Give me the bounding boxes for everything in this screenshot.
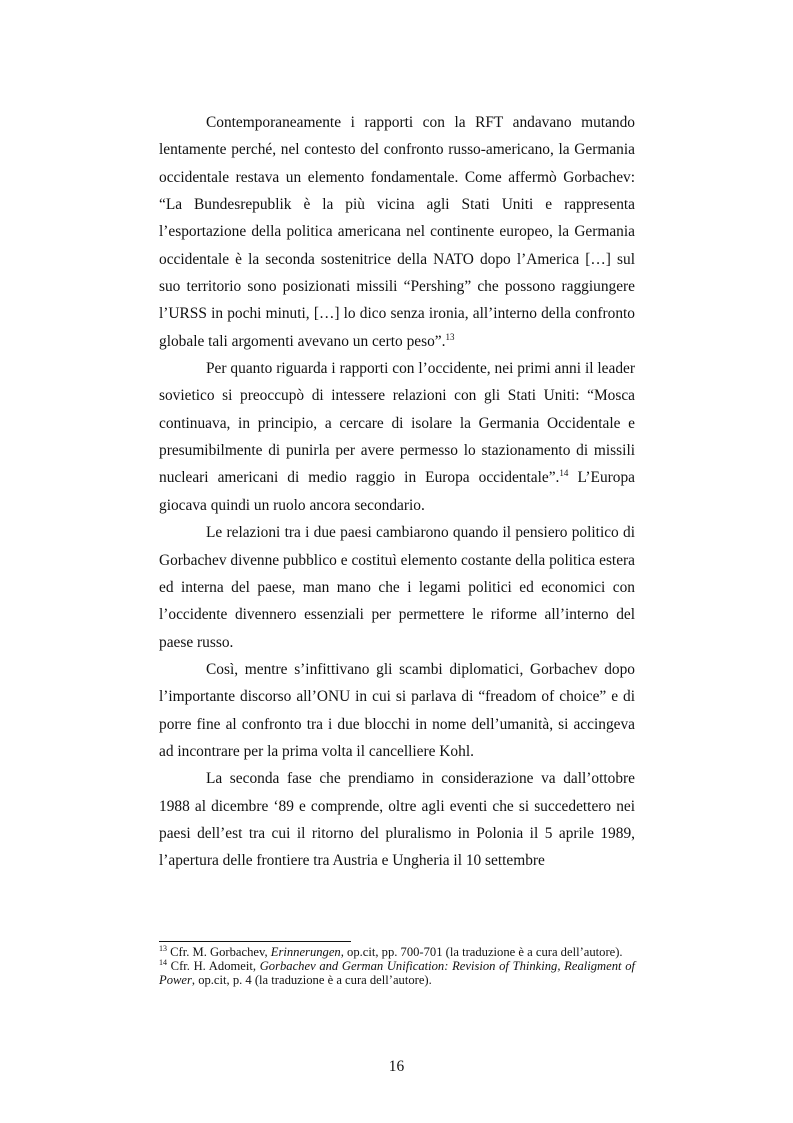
footnote-13 bbox=[159, 945, 635, 959]
paragraph-5 bbox=[159, 765, 635, 874]
page-number: 16 bbox=[388, 1058, 405, 1075]
paragraph-1-text: Contemporaneamente i rapporti con la RFT andavano mutando lentamente perché, nel contesto del confronto russo-americano, la Germania occidentale restava un elemento fondamentale. Come affermò Gorbachev: “La Bundesrepublik è la più vicina agli Stati Uniti e rappresenta l’esportazione della politica americana nel continente europeo, la Germania occidentale è la seconda sostenitrice della NATO dopo l’America […] sul suo territorio sono posizionati missili “Pershing” che possono raggiungere l’URSS in pochi minuti, […] lo dico senza ironia, all’interno della confronto globale tali argomenti avevano un certo peso”. bbox=[159, 114, 635, 350]
paragraph-2 bbox=[159, 355, 635, 519]
footnote-text: Cfr. H. Adomeit, bbox=[167, 959, 260, 974]
footnote-ref-13[interactable]: 13 bbox=[445, 331, 455, 342]
footnote-text: Cfr. M. Gorbachev, bbox=[167, 945, 271, 959]
paragraph-2-tail: L’Europa giocava quindi un ruolo ancora secondario. bbox=[159, 469, 635, 514]
footnote-number: 14 bbox=[159, 958, 167, 968]
footnote-separator bbox=[159, 941, 351, 942]
footnote-text-tail: op.cit, pp. 700-701 (la traduzione è a cura dell’autore). bbox=[343, 945, 623, 959]
paragraph-4 bbox=[159, 656, 635, 765]
footnote-title: Gorbachev and German Unification: Revision of Thinking, Realigment of Power bbox=[159, 959, 635, 988]
paragraph-5-text: La seconda fase che prendiamo in considerazione va dall’ottobre 1988 al dicembre ‘89 e comprende, oltre agli eventi che si succedettero nei paesi dell’est tra cui il ritorno del pluralismo in Polonia il 5 aprile 1989, l’apertura delle frontiere tra Austria e Ungheria il 10 settembre bbox=[159, 770, 635, 870]
paragraph-1 bbox=[159, 109, 635, 355]
footnotes bbox=[159, 945, 635, 988]
footnote-title: Erinnerungen, bbox=[270, 945, 344, 959]
paragraph-3-text: Le relazioni tra i due paesi cambiarono quando il pensiero politico di Gorbachev divenne pubblico e costituì elemento costante della politica estera ed interna del paese, man mano che i legami politici ed economici con l’occidente divennero essenziali per permettere le riforme all’interno del paese russo. bbox=[159, 524, 635, 651]
paragraph-2-text: Per quanto riguarda i rapporti con l’occidente, nei primi anni il leader sovietico si preoccupò di intessere relazioni con gli Stati Uniti: “Mosca continuava, in principio, a cercare di isolare la Germania Occidentale e presumibilmente di punirla per avere permesso lo stazionamento di missili nucleari americani di medio raggio in Europa occidentale”. bbox=[159, 360, 635, 487]
body-text bbox=[159, 109, 635, 875]
footnote-ref-14[interactable]: 14 bbox=[559, 468, 569, 479]
paragraph-3 bbox=[159, 519, 635, 656]
footnote-text-tail: , op.cit, p. 4 (la traduzione è a cura dell’autore). bbox=[191, 973, 432, 988]
footnote-number: 13 bbox=[159, 944, 167, 953]
footnote-14 bbox=[159, 959, 635, 987]
paragraph-4-text: Così, mentre s’infittivano gli scambi diplomatici, Gorbachev dopo l’importante discorso all’ONU in cui si parlava di “freadom of choice” e di porre fine al confronto tra i due blocchi in nome dell’umanità, si accingeva ad incontrare per la prima volta il cancelliere Kohl. bbox=[159, 660, 635, 760]
